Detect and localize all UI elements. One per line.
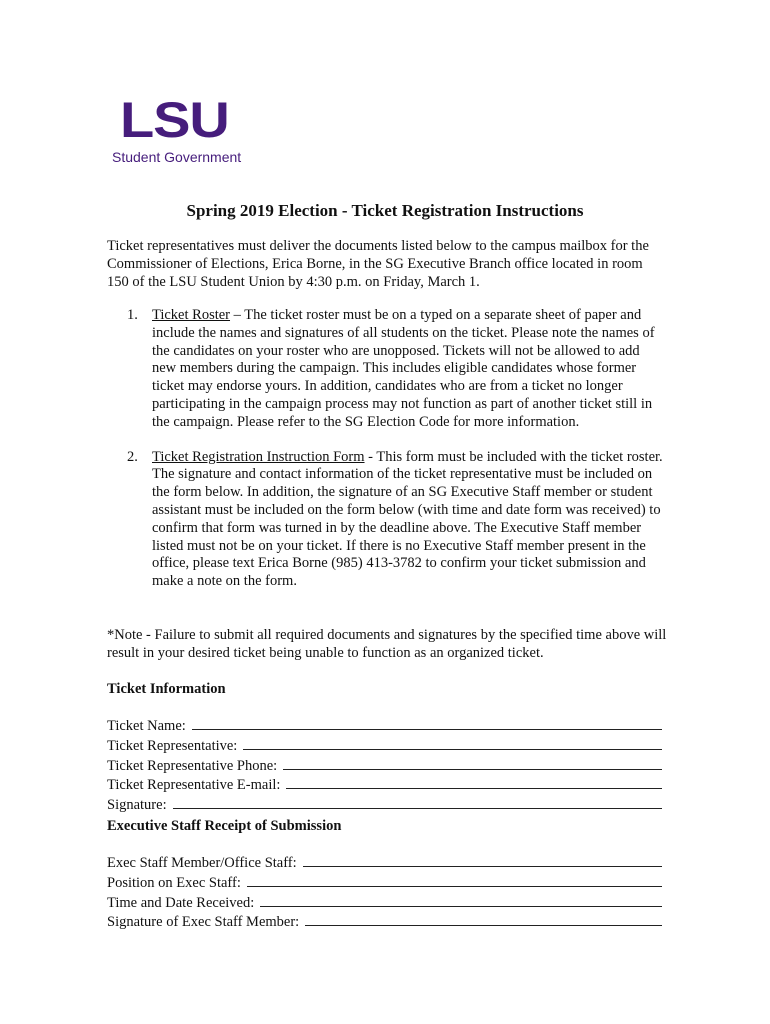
- time-date-received-field[interactable]: [107, 893, 662, 913]
- field-label: Ticket Representative Phone:: [107, 757, 278, 774]
- field-label: Ticket Name:: [107, 718, 186, 734]
- exec-position-field[interactable]: [107, 873, 662, 893]
- blank-line[interactable]: [303, 853, 662, 867]
- field-label: Exec Staff Member/Office Staff:: [107, 855, 297, 871]
- field-label: Position on Exec Staff:: [107, 874, 241, 891]
- ticket-representative-phone-field[interactable]: [107, 756, 662, 776]
- logo-wordmark: LSU: [120, 92, 229, 148]
- logo-subtitle: Student Government: [112, 149, 242, 165]
- exec-receipt-fields: [107, 853, 662, 932]
- ticket-representative-email-field[interactable]: [107, 775, 662, 795]
- field-label: Signature:: [107, 797, 167, 814]
- list-item-label: Ticket Roster: [152, 307, 231, 323]
- field-label: Ticket Representative:: [107, 737, 238, 754]
- lsu-logo: [112, 92, 252, 168]
- blank-line[interactable]: [260, 893, 662, 907]
- intro-paragraph: Ticket representatives must deliver the documents listed below to the campus mailbox for the Commissioner of Elections, Erica Borne, in the SG Executive Branch office located in room 150 of the LSU Student Union by 4:30 p.m. on Friday, March 1.: [107, 238, 649, 290]
- field-label: Time and Date Received:: [107, 894, 255, 911]
- list-item-number: 1.: [127, 307, 138, 323]
- field-label: Ticket Representative E-mail:: [107, 777, 281, 794]
- ticket-info-heading: Ticket Information: [107, 681, 226, 697]
- blank-line[interactable]: [247, 873, 662, 887]
- exec-signature-field[interactable]: [107, 912, 662, 932]
- list-item-text: – The ticket roster must be on a typed on a separate sheet of paper and include the names and signatures of all students on the ticket. Please note the names of the candidates on your roster who are unopposed. Tickets will not be allowed to add new members during the campaign. This includes eligible candidates whose former ticket may endorse yours. In addition, candidates who are from a ticket no longer participating in the campaign process may not function as part of another ticket still in the campaign. Please refer to the SG Election Code for more information.: [152, 307, 655, 430]
- blank-line[interactable]: [305, 912, 662, 926]
- list-item-text: - This form must be included with the ticket roster. The signature and contact information of the ticket representative must be included on the form below. In addition, the signature of an SG Executive Staff member or student assistant must be included on the form below (with time and date form was received) to confirm that form was turned in by the deadline above. The Executive Staff member listed must not be on your ticket. If there is no Executive Staff member present in the office, please text Erica Borne (985) 413-3782 to confirm your ticket submission and make a note on the form.: [152, 448, 663, 590]
- exec-receipt-heading: Executive Staff Receipt of Submission: [107, 818, 342, 834]
- list-item-label: Ticket Registration Instruction Form: [152, 448, 365, 465]
- blank-line[interactable]: [243, 736, 662, 750]
- list-item-number: 2.: [127, 448, 138, 465]
- note-paragraph: *Note - Failure to submit all required documents and signatures by the specified time above will result in your desired ticket being unable to function as an organized ticket.: [107, 627, 667, 661]
- signature-field[interactable]: [107, 795, 662, 815]
- blank-line[interactable]: [286, 775, 662, 789]
- instruction-list: [127, 307, 667, 591]
- ticket-name-field[interactable]: [107, 716, 662, 736]
- list-item: [127, 307, 667, 432]
- page-title: Spring 2019 Election - Ticket Registration Instructions: [186, 201, 584, 220]
- ticket-info-fields: [107, 716, 662, 815]
- exec-staff-member-field[interactable]: [107, 853, 662, 873]
- ticket-representative-field[interactable]: [107, 736, 662, 756]
- blank-line[interactable]: [192, 716, 662, 730]
- blank-line[interactable]: [173, 795, 662, 809]
- blank-line[interactable]: [283, 756, 662, 770]
- list-item: [127, 449, 667, 591]
- field-label: Signature of Exec Staff Member:: [107, 914, 300, 931]
